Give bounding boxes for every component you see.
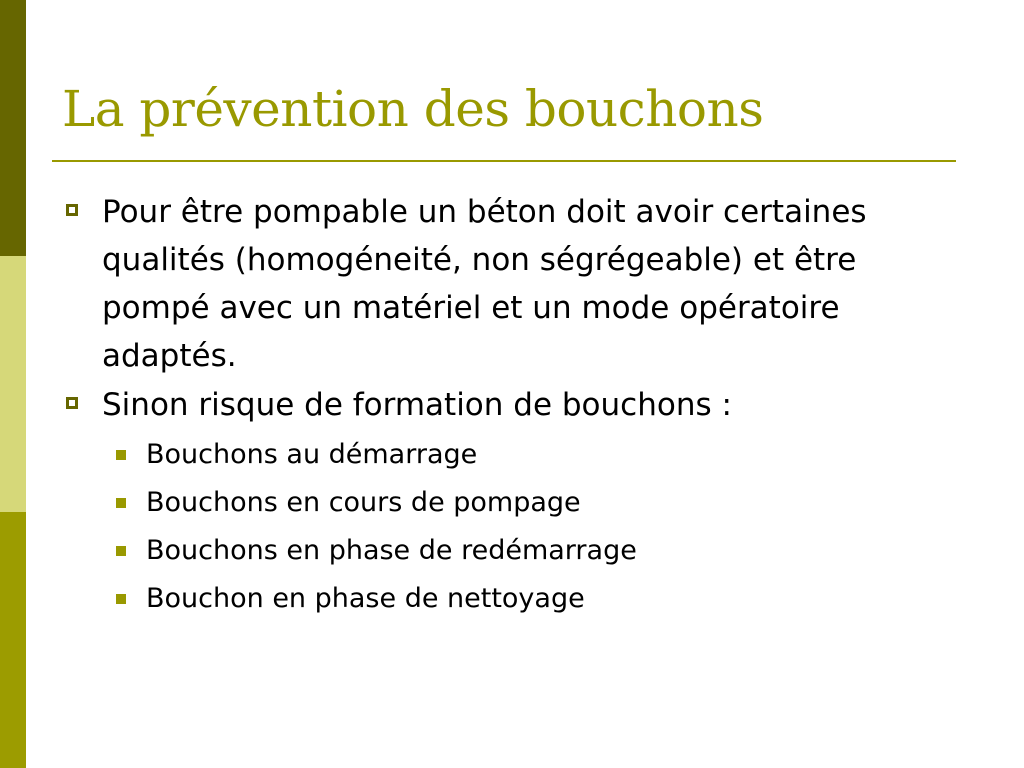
hollow-square-bullet-icon bbox=[66, 397, 78, 409]
slide-content bbox=[0, 188, 1024, 623]
filled-square-bullet-icon bbox=[116, 546, 126, 556]
slide-title: La prévention des bouchons bbox=[62, 80, 764, 138]
sub-bullet-item bbox=[146, 527, 946, 575]
sub-bullet-item bbox=[146, 431, 946, 479]
bullet-text: Sinon risque de formation de bouchons : bbox=[102, 387, 732, 423]
sub-bullet-text: Bouchons au démarrage bbox=[146, 439, 478, 470]
bullet-text: Pour être pompable un béton doit avoir certaines qualités (homogéneité, non ségrégeable) et être pompé avec un matériel et un mode opératoire adaptés. bbox=[102, 194, 867, 374]
hollow-square-bullet-icon bbox=[66, 204, 78, 216]
filled-square-bullet-icon bbox=[116, 450, 126, 460]
sub-bullet-text: Bouchons en cours de pompage bbox=[146, 487, 581, 518]
sub-bullet-text: Bouchon en phase de nettoyage bbox=[146, 583, 585, 614]
sub-bullet-item bbox=[146, 479, 946, 527]
bullet-item bbox=[102, 188, 942, 380]
filled-square-bullet-icon bbox=[116, 594, 126, 604]
sub-bullet-text: Bouchons en phase de redémarrage bbox=[146, 535, 637, 566]
filled-square-bullet-icon bbox=[116, 498, 126, 508]
sub-bullet-list bbox=[0, 431, 1024, 623]
title-divider bbox=[52, 160, 956, 162]
sub-bullet-item bbox=[146, 575, 946, 623]
bullet-item bbox=[102, 381, 942, 429]
